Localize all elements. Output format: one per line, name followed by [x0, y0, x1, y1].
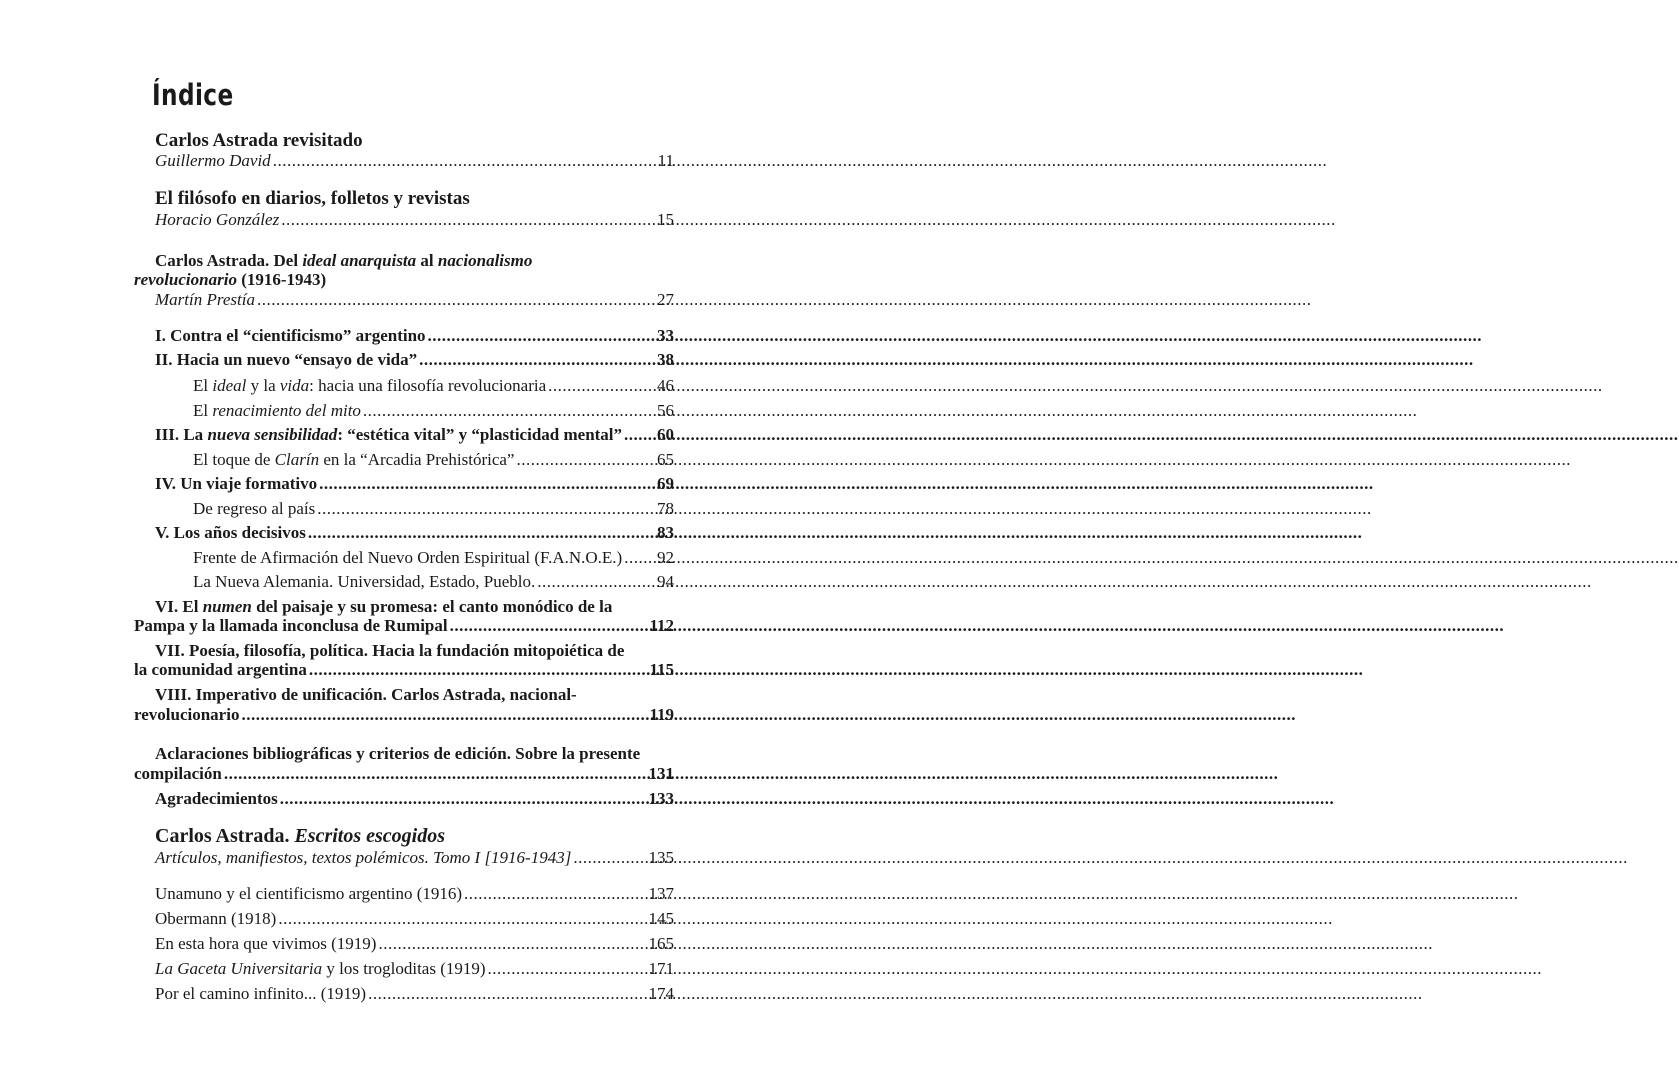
section-title-line [155, 251, 532, 271]
leader-dots [450, 616, 648, 636]
text-span: y los trogloditas (1919) [322, 959, 486, 978]
page-number: 69 [657, 474, 674, 493]
toc-entry [193, 376, 674, 396]
writing-title [155, 884, 462, 904]
text-span: ideal [212, 376, 247, 395]
page-number: 165 [648, 934, 674, 953]
page-number: 94 [657, 572, 674, 591]
author-name: Guillermo David [155, 151, 271, 170]
chapter-title-line [155, 597, 612, 617]
subchapter-title [193, 450, 514, 470]
leader-dots [224, 764, 647, 784]
leader-dots [241, 705, 647, 725]
leader-dots [624, 425, 655, 445]
toc-entry [155, 523, 674, 543]
page-number: 145 [648, 909, 674, 928]
toc-entry [134, 616, 674, 636]
leader-dots [368, 984, 646, 1004]
chapter-title: revolucionario [134, 705, 240, 724]
chapter-title [155, 425, 622, 445]
leader-dots [257, 290, 655, 310]
section-title: compilación [134, 764, 222, 783]
toc-entry [193, 548, 674, 568]
section-title-line [134, 270, 326, 290]
page-number: 56 [657, 401, 674, 420]
text-span: ideal anarquista [302, 251, 417, 270]
leader-dots [363, 401, 655, 421]
page-number: 115 [649, 660, 674, 679]
subchapter-title [193, 376, 546, 396]
writings-title [155, 826, 445, 846]
leader-dots [516, 450, 655, 470]
toc-entry [155, 959, 674, 979]
text-span: En esta hora que vivimos (1919) [155, 934, 377, 953]
text-span: Por el camino infinito... (1919) [155, 984, 367, 1003]
text-span: al [416, 251, 438, 270]
page-number: 11 [657, 151, 674, 170]
chapter-title: Pampa y la llamada inconclusa de Rumipal [134, 616, 448, 635]
page-number: 83 [657, 523, 674, 542]
section-title-line: Aclaraciones bibliográficas y criterios de edición. Sobre la presente [155, 744, 641, 763]
toc-entry [155, 934, 674, 954]
page-number: 33 [657, 326, 674, 345]
section-title: Carlos Astrada revisitado [155, 130, 363, 151]
page-title: Índice [152, 78, 234, 112]
toc-entry [155, 884, 674, 904]
page-number: 27 [657, 290, 674, 309]
text-span: Carlos Astrada. Del [155, 251, 303, 270]
toc-entry [155, 151, 674, 171]
writing-title [155, 984, 366, 1004]
leader-dots [278, 909, 646, 929]
toc-entry [134, 764, 674, 784]
text-span: nueva sensibilidad [207, 425, 338, 444]
writing-title [155, 909, 276, 929]
text-span: (1916-1943) [236, 270, 327, 289]
section-title: Agradecimientos [155, 789, 278, 808]
text-span: Unamuno y el cientificismo argentino (1916) [155, 884, 463, 903]
writings-subtitle: Artículos, manifiestos, textos polémicos. Tomo I [1916-1943] [155, 848, 572, 867]
page-number: 92 [657, 548, 674, 567]
chapter-title: V. Los años decisivos [155, 523, 306, 542]
page-number: 133 [648, 789, 674, 808]
author-name: Horacio González [155, 210, 280, 229]
text-span: nacionalismo [437, 251, 533, 270]
text-span: renacimiento del mito [212, 401, 361, 420]
text-span: vida [279, 376, 310, 395]
text-span: Carlos Astrada. [155, 825, 295, 847]
text-span: Clarín [274, 450, 320, 469]
leader-dots [280, 789, 647, 809]
chapter-title-line: VII. Poesía, filosofía, política. Hacia la fundación mitopoiética de [155, 641, 625, 660]
page-number: 119 [649, 705, 674, 724]
page-number: 38 [657, 350, 674, 369]
leader-dots [537, 572, 655, 592]
toc-entry [134, 705, 674, 725]
text-span: numen [202, 597, 252, 616]
text-span: III. La [155, 425, 208, 444]
subchapter-title [193, 401, 361, 421]
toc-entry [193, 450, 674, 470]
leader-dots [488, 959, 647, 979]
leader-dots [464, 884, 646, 904]
section-title: El filósofo en diarios, folletos y revistas [155, 188, 470, 209]
text-span: La Gaceta Universitaria [155, 959, 323, 978]
subchapter-title: Frente de Afirmación del Nuevo Orden Espiritual (F.A.N.O.E.) [193, 548, 623, 567]
toc-entry [193, 572, 674, 592]
text-span: : hacia una filosofía revolucionaria [309, 376, 547, 395]
leader-dots [317, 499, 655, 519]
toc-entry [155, 326, 674, 346]
chapter-title: I. Contra el “cientificismo” argentino [155, 326, 426, 345]
leader-dots [573, 848, 646, 868]
leader-dots [281, 210, 655, 230]
text-span: El toque de [193, 450, 275, 469]
text-span: VI. El [155, 597, 203, 616]
toc-entry [155, 848, 674, 868]
text-span: del paisaje y su promesa: el canto monódico de la [251, 597, 613, 616]
author-name: Martín Prestía [155, 290, 255, 309]
toc-entry [155, 350, 674, 370]
subchapter-title: De regreso al país [193, 499, 316, 518]
leader-dots [428, 326, 655, 346]
writing-title [155, 959, 486, 979]
toc-entry [155, 210, 674, 230]
toc-entry [193, 401, 674, 421]
leader-dots [624, 548, 655, 568]
text-span: Obermann (1918) [155, 909, 277, 928]
page-number: 174 [648, 984, 674, 1003]
chapter-title: IV. Un viaje formativo [155, 474, 318, 493]
page-number: 171 [648, 959, 674, 978]
chapter-title: II. Hacia un nuevo “ensayo de vida” [155, 350, 418, 369]
toc-entry [193, 499, 674, 519]
page-number: 112 [649, 616, 674, 635]
toc-entry [134, 660, 674, 680]
page-number: 65 [657, 450, 674, 469]
leader-dots [319, 474, 655, 494]
leader-dots [309, 660, 648, 680]
page-number: 15 [657, 210, 674, 229]
leader-dots [548, 376, 655, 396]
text-span: revolucionario [134, 270, 237, 289]
leader-dots [273, 151, 656, 171]
text-span: El [193, 401, 213, 420]
leader-dots [378, 934, 646, 954]
subchapter-title: La Nueva Alemania. Universidad, Estado, Pueblo. [193, 572, 536, 591]
page-number: 131 [648, 764, 674, 783]
page-number: 78 [657, 499, 674, 518]
writing-title [155, 934, 376, 954]
text-span: : “estética vital” y “plasticidad mental” [337, 425, 623, 444]
toc-entry [155, 474, 674, 494]
toc-entry [155, 984, 674, 1004]
text-span: en la “Arcadia Prehistórica” [319, 450, 515, 469]
toc-entry [155, 425, 674, 445]
toc-entry [155, 789, 674, 809]
page-number: 60 [657, 425, 674, 444]
chapter-title-line: VIII. Imperativo de unificación. Carlos Astrada, nacional- [155, 685, 577, 704]
text-span: y la [246, 376, 280, 395]
text-span: El [193, 376, 213, 395]
page-number: 46 [657, 376, 674, 395]
leader-dots [308, 523, 655, 543]
toc-entry [155, 909, 674, 929]
leader-dots [419, 350, 655, 370]
chapter-title: la comunidad argentina [134, 660, 307, 679]
text-span: Escritos escogidos [294, 825, 446, 847]
page-number: 135 [648, 848, 674, 867]
page-number: 137 [648, 884, 674, 903]
toc-entry [155, 290, 674, 310]
